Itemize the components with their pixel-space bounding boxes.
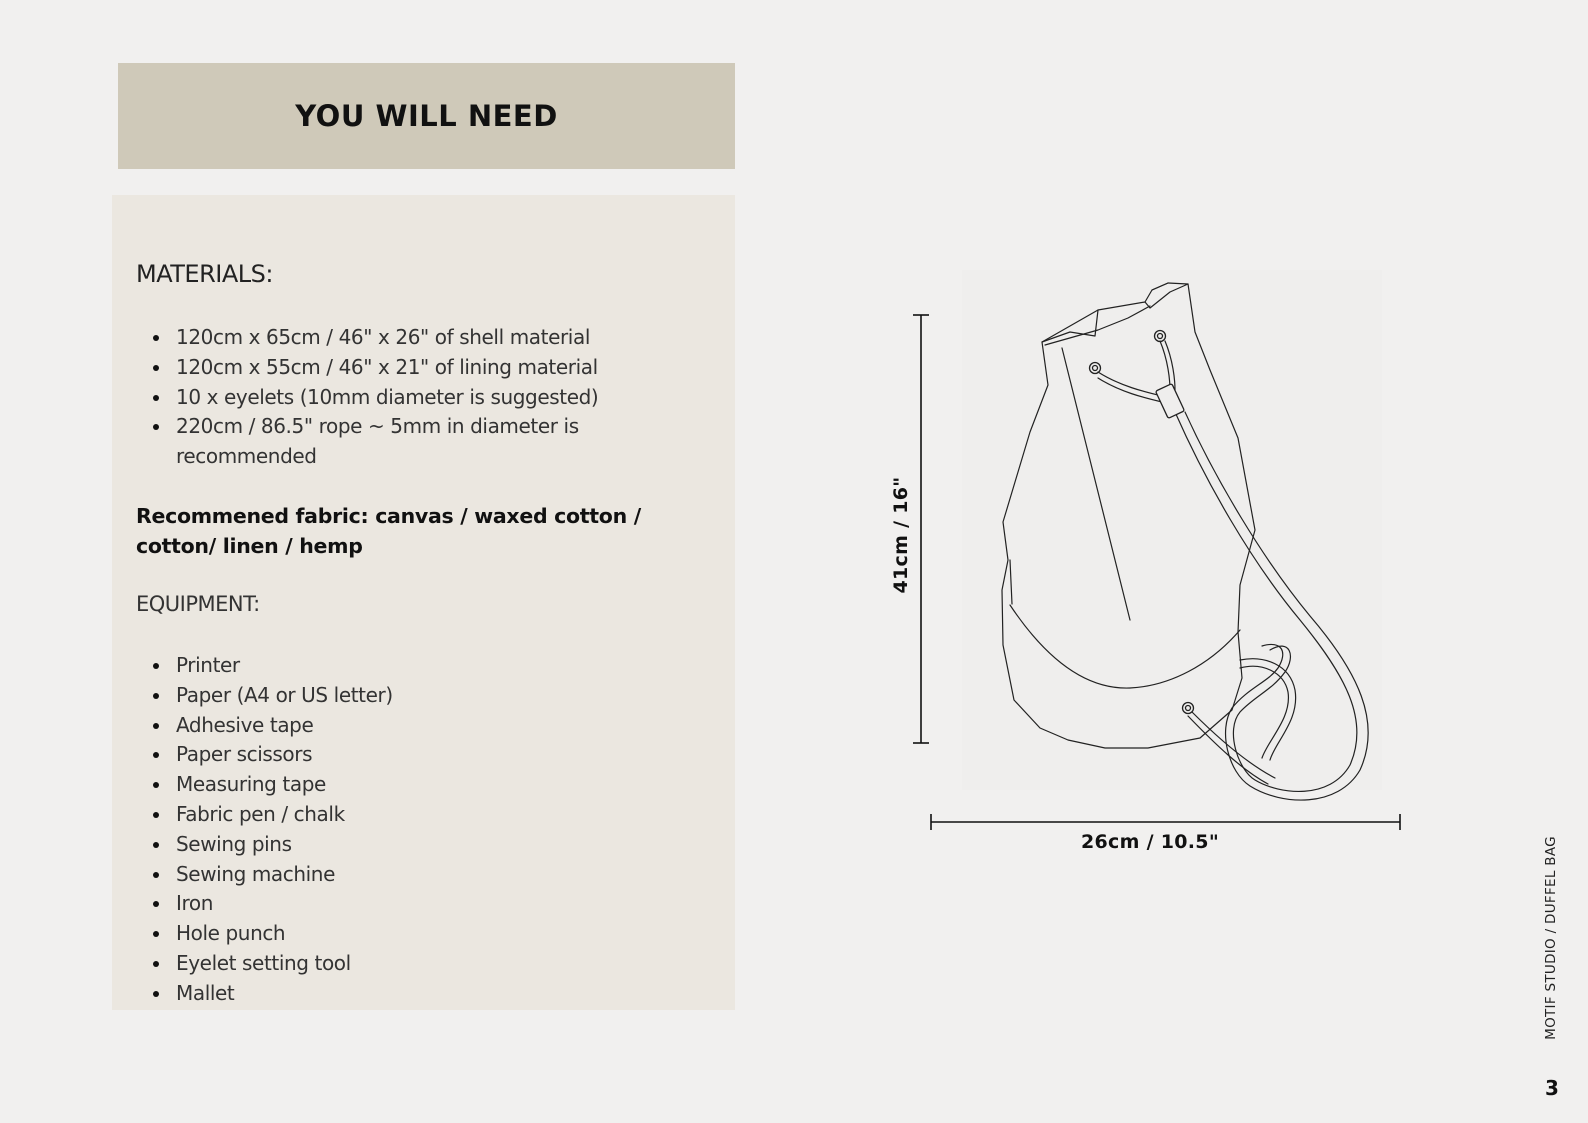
materials-heading: MATERIALS:	[136, 260, 273, 288]
requirements-panel	[112, 195, 735, 1010]
equipment-list	[150, 651, 712, 1009]
equipment-heading: EQUIPMENT:	[136, 592, 260, 616]
equipment-item: • Printer	[172, 651, 712, 681]
equipment-item: • Sewing machine	[172, 860, 712, 890]
equipment-item: • Hole punch	[172, 919, 712, 949]
width-dimension-label: 26cm / 10.5"	[1080, 831, 1220, 853]
recommended-fabric-note: Recommened fabric: canvas / waxed cotton / cotton/ linen / hemp	[136, 504, 641, 558]
materials-item-rope: • 220cm / 86.5" rope ~ 5mm in diameter is recommended	[172, 412, 712, 472]
equipment-item: • Eyelet setting tool	[172, 949, 712, 979]
section-title: YOU WILL NEED	[295, 99, 558, 133]
equipment-item: • Fabric pen / chalk	[172, 800, 712, 830]
materials-item-lining: • 120cm x 55cm / 46" x 21" of lining material	[172, 353, 712, 383]
equipment-item: • Adhesive tape	[172, 711, 712, 741]
materials-list	[150, 323, 712, 472]
height-dimension-label: 41cm / 16"	[890, 476, 912, 594]
materials-item-shell: • 120cm x 65cm / 46" x 26" of shell material	[172, 323, 712, 353]
equipment-item: • Paper scissors	[172, 740, 712, 770]
equipment-item: • Measuring tape	[172, 770, 712, 800]
equipment-item: • Paper (A4 or US letter)	[172, 681, 712, 711]
height-dimension-line	[913, 315, 929, 743]
equipment-item: • Sewing pins	[172, 830, 712, 860]
equipment-item: • Iron	[172, 889, 712, 919]
page-number: 3	[1545, 1076, 1559, 1100]
duffel-bag-illustration	[870, 265, 1410, 865]
footer-caption: MOTIF STUDIO / DUFFEL BAG	[1543, 836, 1559, 1040]
materials-item-eyelets: • 10 x eyelets (10mm diameter is suggested)	[172, 383, 712, 413]
section-header	[118, 63, 735, 169]
width-dimension-line	[931, 814, 1400, 830]
equipment-item: • Mallet	[172, 979, 712, 1009]
